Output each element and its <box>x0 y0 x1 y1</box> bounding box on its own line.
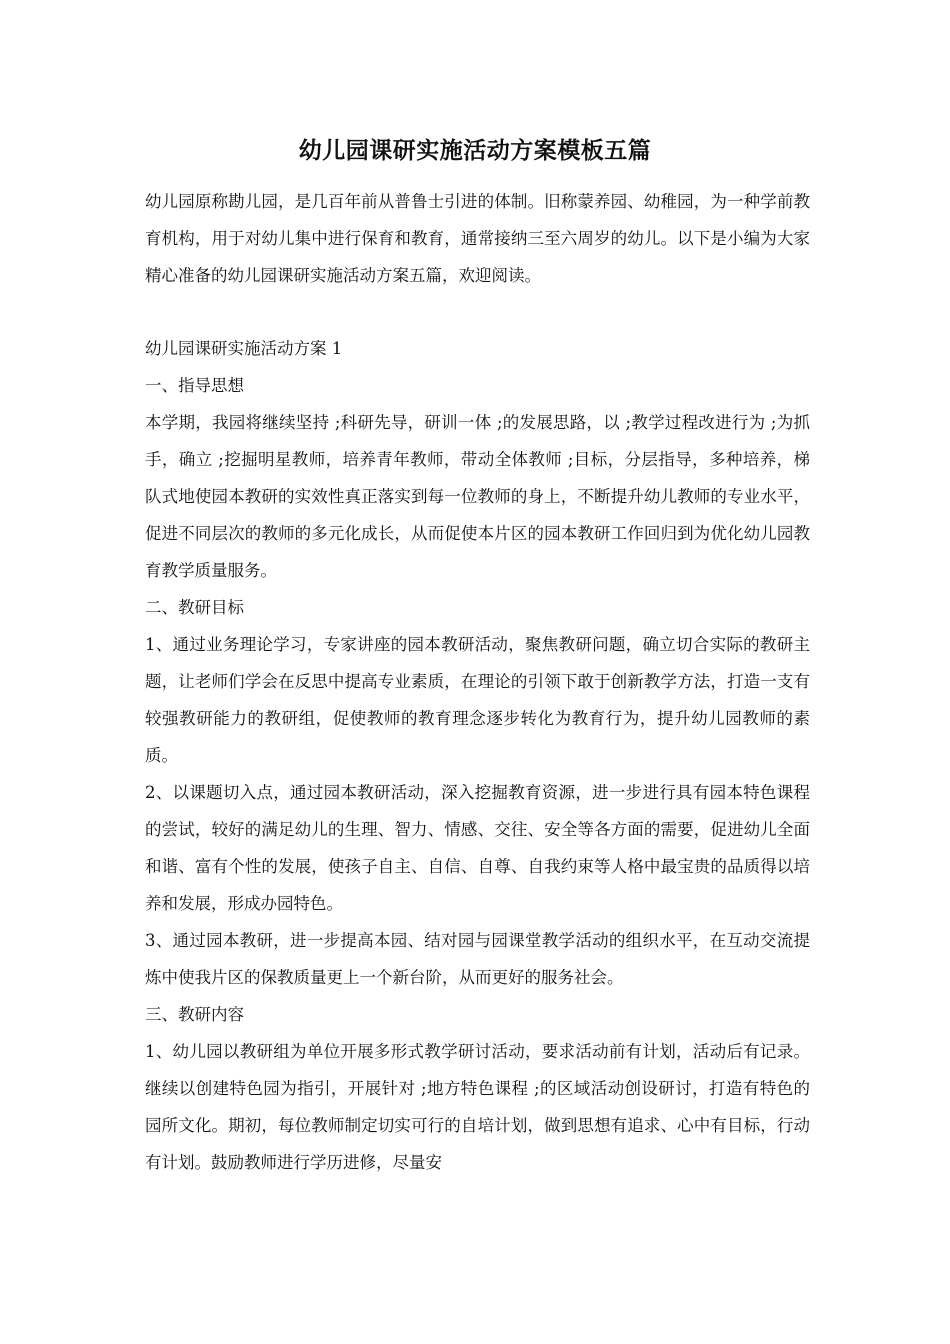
heading-guiding-ideology: 一、指导思想 <box>145 376 244 395</box>
section-title: 幼儿园课研实施活动方案 1 <box>145 339 343 358</box>
document-body <box>145 183 810 1181</box>
content-item-1: 1、幼儿园以教研组为单位开展多形式教学研讨活动，要求活动前有计划，活动后有记录。继续以创建特色园为指引，开展针对 ;地方特色课程 ;的区域活动创设研讨，打造有特色的园所文化。期初，每位教师制定切实可行的自培计划，做到思想有追求、心中有目标，行动有计划。鼓励教师进行学历进修，尽量安 <box>145 1042 810 1172</box>
guiding-ideology-paragraph: 本学期，我园将继续坚持 ;科研先导，研训一体 ;的发展思路，以 ;教学过程改进行为 ;为抓手，确立 ;挖掘明星教师，培养青年教师，带动全体教师 ;目标，分层指导，多种培养，梯队式地使园本教研的实效性真正落实到每一位教师的身上，不断提升幼儿教师的专业水平，促进不同层次的教师的多元化成长，从而促使本片区的园本教研工作回归到为优化幼儿园教育教学质量服务。 <box>145 413 810 580</box>
goal-item-2: 2、以课题切入点，通过园本教研活动，深入挖掘教育资源，进一步进行具有园本特色课程的尝试，较好的满足幼儿的生理、智力、情感、交往、安全等各方面的需要，促进幼儿全面和谐、富有个性的发展，使孩子自主、自信、自尊、自我约束等人格中最宝贵的品质得以培养和发展，形成办园特色。 <box>145 783 810 913</box>
intro-paragraph: 幼儿园原称勘儿园，是几百年前从普鲁士引进的体制。旧称蒙养园、幼稚园，为一种学前教育机构，用于对幼儿集中进行保育和教育，通常接纳三至六周岁的幼儿。以下是小编为大家精心准备的幼儿园课研实施活动方案五篇，欢迎阅读。 <box>145 192 810 285</box>
goal-item-3: 3、通过园本教研，进一步提高本园、结对园与园课堂教学活动的组织水平，在互动交流提炼中使我片区的保教质量更上一个新台阶，从而更好的服务社会。 <box>145 931 810 987</box>
paragraph-spacer <box>145 294 810 330</box>
heading-research-content: 三、教研内容 <box>145 1005 244 1024</box>
heading-research-goals: 二、教研目标 <box>145 598 244 617</box>
document-title: 幼儿园课研实施活动方案模板五篇 <box>298 137 652 164</box>
goal-item-1: 1、通过业务理论学习，专家讲座的园本教研活动，聚焦教研问题，确立切合实际的教研主题，让老师们学会在反思中提高专业素质，在理论的引领下敢于创新教学方法，打造一支有较强教研能力的教研组，促使教师的教育理念逐步转化为教育行为，提升幼儿园教师的素质。 <box>145 635 810 765</box>
